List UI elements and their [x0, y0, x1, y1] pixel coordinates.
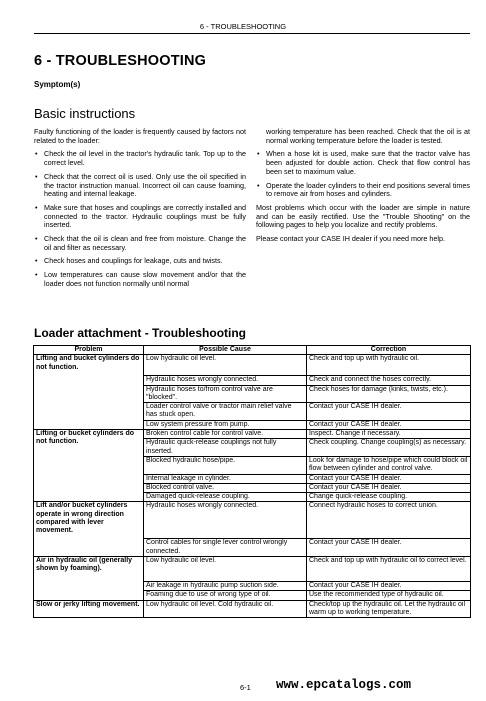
table-row — [34, 355, 471, 376]
problem-cell: Lift and/or bucket cylinders operate in wrong direction compared with lever movement. — [34, 502, 144, 557]
correction-cell: Contact your CASE IH dealer. — [307, 582, 471, 591]
troubleshooting-table — [33, 345, 471, 618]
correction-cell: Check/top up the hydraulic oil. Let the hydraulic oil warm up to working temperature. — [307, 600, 471, 618]
basic-right-bullets — [256, 150, 470, 199]
cause-cell: Hydraulic hoses wrongly connected. — [144, 376, 307, 385]
cause-cell: Broken control cable for control valve. — [144, 430, 307, 439]
correction-cell: Change quick-release coupling. — [307, 493, 471, 502]
cause-cell: Hydraulic hoses wrongly connected. — [144, 502, 307, 539]
problem-cell: Lifting and bucket cylinders do not function. — [34, 355, 144, 430]
cause-cell: Hydraulic hoses to/from control valve are "blocked". — [144, 385, 307, 403]
header-correction: Correction — [307, 346, 471, 355]
correction-cell: Contact your CASE IH dealer. — [307, 483, 471, 492]
basic-paragraph: Most problems which occur with the loader are simple in nature and can be easily rectified. Use the "Trouble Shooting" on the following pages to help you localize and rectify problems. — [256, 202, 470, 230]
watermark: www.epcatalogs.com — [276, 678, 412, 692]
cause-cell: Low hydraulic oil level. — [144, 355, 307, 376]
correction-cell: Use the recommended type of hydraulic oil. — [307, 591, 471, 600]
cause-cell: Blocked control valve. — [144, 483, 307, 492]
header-cause: Possible Cause — [144, 346, 307, 355]
bullet-item: • Operate the loader cylinders to their end positions several times to remove air from hoses and cylinders. — [256, 182, 470, 199]
cause-cell: Air leakage in hydraulic pump suction side. — [144, 582, 307, 591]
cause-cell: Blocked hydraulic hose/pipe. — [144, 456, 307, 474]
loader-troubleshooting-heading: Loader attachment - Troubleshooting — [34, 326, 247, 340]
bullet-item: • When a hose kit is used, make sure that the tractor valve has been adjusted for double action. Check that flow control has been set to maximum value. — [256, 150, 470, 176]
bullet-item: • Low temperatures can cause slow movement and/or that the loader does not function normally until normal — [34, 271, 246, 288]
basic-intro: Faulty functioning of the loader is frequently caused by factors not related to the loader: — [34, 127, 246, 145]
correction-cell: Inspect. Change if necessary. — [307, 430, 471, 439]
running-head-rule — [34, 33, 470, 34]
table-row — [34, 557, 471, 582]
correction-cell: Contact your CASE IH dealer. — [307, 539, 471, 557]
correction-cell: Contact your CASE IH dealer. — [307, 403, 471, 421]
running-head: 6 - TROUBLESHOOTING — [199, 22, 287, 31]
bullet-item: • Check the oil level in the tractor's hydraulic tank. Top up to the correct level. — [34, 150, 246, 167]
page-number: 6-1 — [240, 683, 251, 692]
table-header-row — [34, 346, 471, 355]
cause-cell: Hydraulic quick-release couplings not fully inserted. — [144, 439, 307, 457]
bullet-item: • Check hoses and couplings for leakage, cuts and twists. — [34, 257, 246, 266]
bullet-item: • Check that the correct oil is used. Only use the oil specified in the tractor instruction manual. Incorrect oil can cause foaming, heating and internal leakage. — [34, 173, 246, 199]
bullet-continuation: working temperature has been reached. Check that the oil is at normal working temperature before the loader is tested. — [266, 127, 470, 145]
correction-cell: Check and connect the hoses correctly. — [307, 376, 471, 385]
bullet-item: • Check that the oil is clean and free from moisture. Change the oil and filter as necessary. — [34, 235, 246, 252]
basic-left-column — [34, 128, 246, 294]
table-row — [34, 502, 471, 539]
table-row — [34, 430, 471, 439]
cause-cell: Low hydraulic oil level. — [144, 557, 307, 582]
bullet-item: • Make sure that hoses and couplings are correctly installed and connected to the tractor. Hydraulic couplings must be fully inserted. — [34, 204, 246, 230]
chapter-title: 6 - TROUBLESHOOTING — [34, 53, 207, 69]
correction-cell: Check coupling. Change coupling(s) as necessary. — [307, 439, 471, 457]
correction-cell: Connect hydraulic hoses to correct union. — [307, 502, 471, 539]
symptoms-label: Symptom(s) — [34, 80, 81, 89]
correction-cell: Contact your CASE IH dealer. — [307, 474, 471, 483]
correction-cell: Check and top up with hydraulic oil to correct level. — [307, 557, 471, 582]
cause-cell: Loader control valve or tractor main relief valve has stuck open. — [144, 403, 307, 421]
basic-right-column — [256, 128, 470, 249]
correction-cell: Contact your CASE IH dealer. — [307, 420, 471, 429]
table-row — [34, 600, 471, 618]
correction-cell: Check hoses for damage (kinks, twists, etc.). — [307, 385, 471, 403]
header-problem: Problem — [34, 346, 144, 355]
correction-cell: Look for damage to hose/pipe which could block oil flow between cylinder and control valve. — [307, 456, 471, 474]
basic-left-bullets — [34, 150, 246, 288]
problem-cell: Slow or jerky lifting movement. — [34, 600, 144, 618]
cause-cell: Internal leakage in cylinder. — [144, 474, 307, 483]
problem-cell: Air in hydraulic oil (generally shown by foaming). — [34, 557, 144, 601]
basic-paragraph: Please contact your CASE IH dealer if you need more help. — [256, 234, 445, 244]
cause-cell: Damaged quick-release coupling. — [144, 493, 307, 502]
problem-cell: Lifting or bucket cylinders do not function. — [34, 430, 144, 502]
basic-instructions-heading: Basic instructions — [34, 106, 136, 121]
correction-cell: Check and top up with hydraulic oil. — [307, 355, 471, 376]
cause-cell: Control cables for single lever control wrongly connected. — [144, 539, 307, 557]
cause-cell: Foaming due to use of wrong type of oil. — [144, 591, 307, 600]
cause-cell: Low system pressure from pump. — [144, 420, 307, 429]
cause-cell: Low hydraulic oil level. Cold hydraulic oil. — [144, 600, 307, 618]
